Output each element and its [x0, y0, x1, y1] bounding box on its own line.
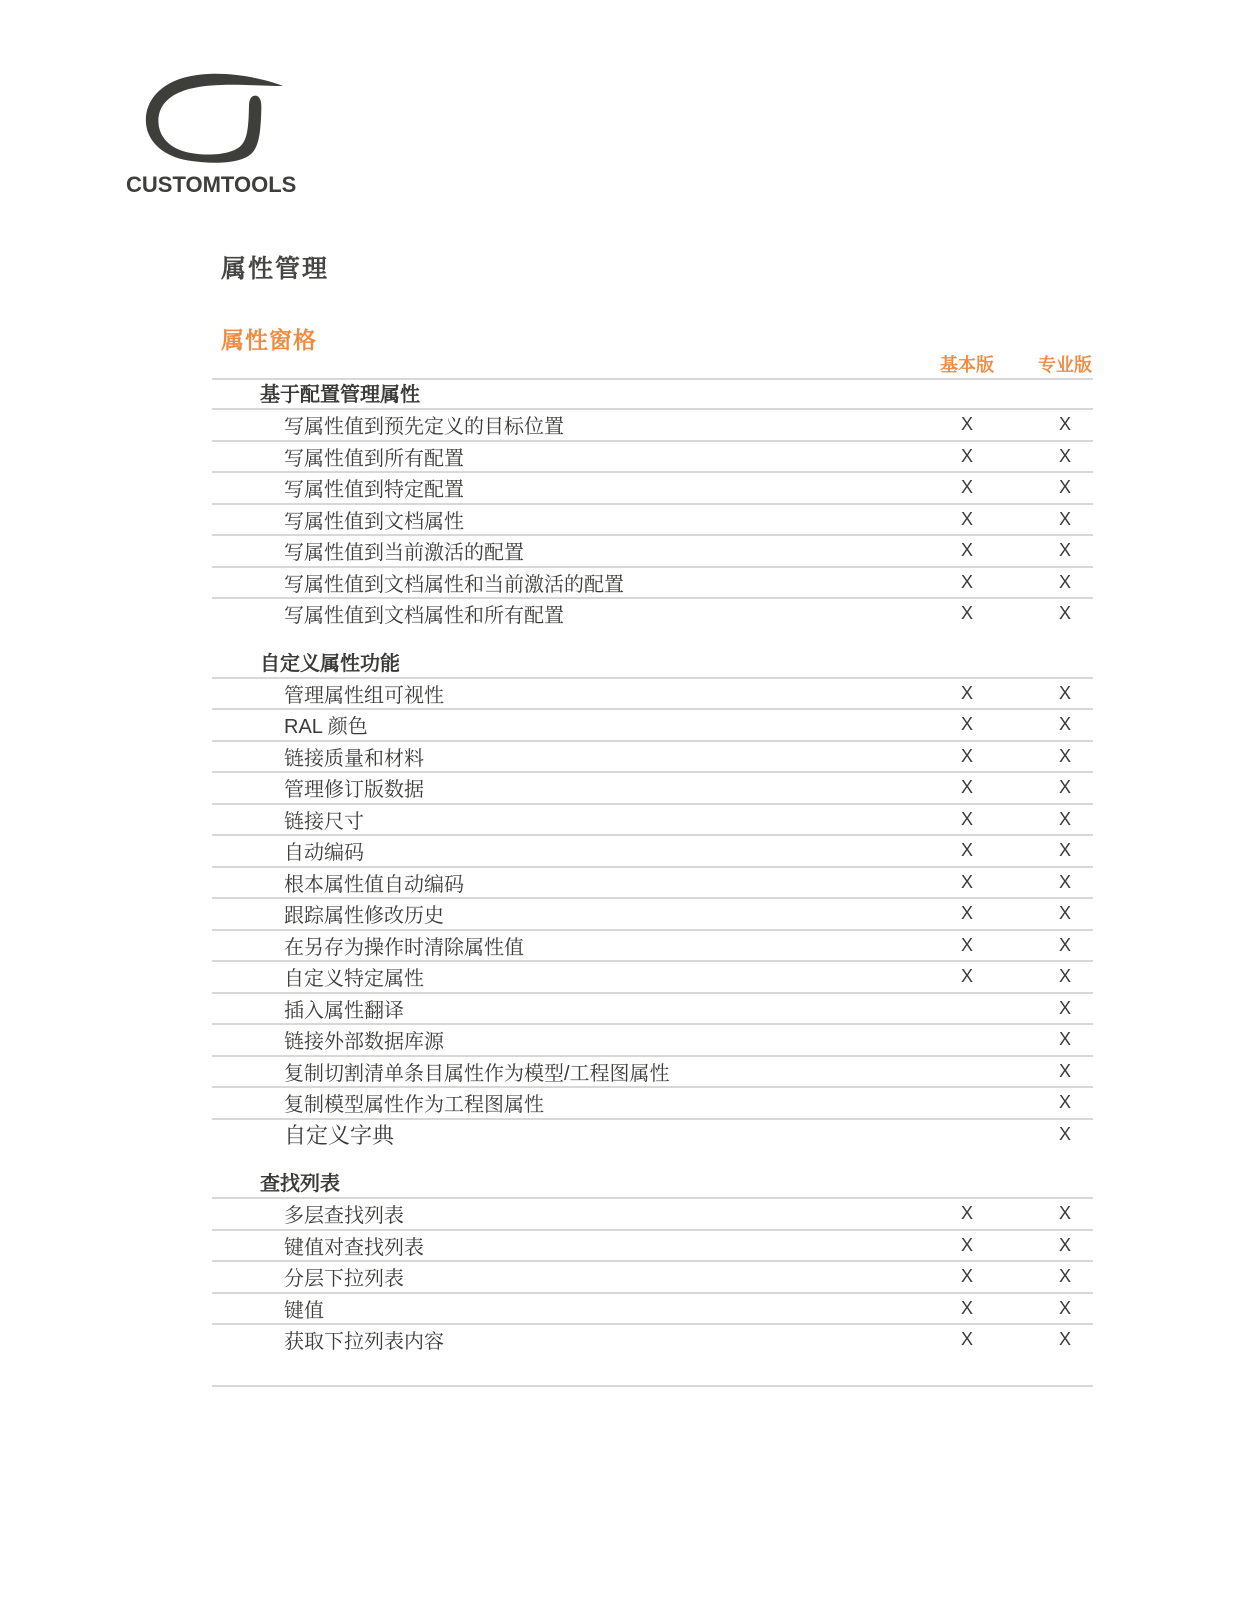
pro-edition-mark: X [1058, 682, 1071, 703]
basic-edition-mark: X [960, 871, 973, 892]
basic-edition-mark: X [960, 571, 973, 592]
feature-row [212, 1025, 1093, 1057]
feature-row [212, 568, 1093, 600]
feature-row [212, 994, 1093, 1026]
basic-edition-mark: X [960, 840, 973, 861]
page-title: 属性管理 [221, 255, 330, 283]
pro-edition-mark: X [1058, 571, 1071, 592]
column-header-basic: 基本版 [940, 355, 994, 375]
pro-edition-mark: X [1058, 777, 1071, 798]
pro-edition-mark: X [1058, 1297, 1071, 1318]
table-bottom-border [212, 1355, 1093, 1387]
feature-section-header: 自定义属性功能 [212, 649, 1093, 679]
feature-label: 在另存为操作时清除属性值 [284, 936, 524, 959]
pro-edition-mark: X [1058, 1092, 1071, 1113]
feature-label: 链接外部数据库源 [284, 1031, 444, 1054]
pro-edition-mark: X [1058, 840, 1071, 861]
pro-edition-mark: X [1058, 540, 1071, 561]
feature-label: 写属性值到文档属性和当前激活的配置 [284, 573, 624, 596]
pro-edition-mark: X [1058, 414, 1071, 435]
feature-label: 复制切割清单条目属性作为模型/工程图属性 [284, 1062, 670, 1085]
basic-edition-mark: X [960, 745, 973, 766]
pro-edition-mark: X [1058, 1266, 1071, 1287]
feature-label: 自定义特定属性 [284, 968, 424, 991]
pro-edition-mark: X [1058, 508, 1071, 529]
feature-row [212, 1262, 1093, 1294]
feature-row [212, 899, 1093, 931]
feature-section [212, 1169, 1093, 1355]
pro-edition-mark: X [1058, 745, 1071, 766]
basic-edition-mark: X [960, 508, 973, 529]
basic-edition-mark: X [960, 966, 973, 987]
basic-edition-mark: X [960, 445, 973, 466]
pro-edition-mark: X [1058, 603, 1071, 624]
feature-label: 写属性值到文档属性和所有配置 [284, 605, 564, 628]
pro-edition-mark: X [1058, 1329, 1071, 1350]
basic-edition-mark: X [960, 777, 973, 798]
feature-label: 写属性值到所有配置 [284, 447, 464, 470]
feature-label: 复制模型属性作为工程图属性 [284, 1094, 544, 1117]
feature-label: 自动编码 [284, 842, 364, 865]
pro-edition-mark: X [1058, 445, 1071, 466]
feature-row [212, 1199, 1093, 1231]
feature-label: 多层查找列表 [284, 1205, 404, 1228]
feature-table [212, 352, 1093, 1387]
basic-edition-mark: X [960, 808, 973, 829]
feature-label: 键值 [284, 1299, 324, 1322]
feature-row [212, 599, 1093, 629]
feature-row [212, 962, 1093, 994]
pro-edition-mark: X [1058, 1234, 1071, 1255]
feature-row [212, 836, 1093, 868]
pro-edition-mark: X [1058, 1060, 1071, 1081]
table-column-headers [212, 352, 1093, 380]
column-header-pro: 专业版 [1038, 355, 1092, 375]
customtools-logo-icon [141, 66, 286, 164]
pro-edition-mark: X [1058, 808, 1071, 829]
feature-row [212, 868, 1093, 900]
feature-row [212, 536, 1093, 568]
pro-edition-mark: X [1058, 997, 1071, 1018]
feature-row [212, 1120, 1093, 1150]
feature-label: 分层下拉列表 [284, 1268, 404, 1291]
section-title: 属性窗格 [221, 327, 317, 353]
feature-row [212, 805, 1093, 837]
basic-edition-mark: X [960, 1234, 973, 1255]
feature-row [212, 1325, 1093, 1355]
feature-row [212, 1231, 1093, 1263]
feature-row [212, 1088, 1093, 1120]
pro-edition-mark: X [1058, 1203, 1071, 1224]
feature-label: 键值对查找列表 [284, 1236, 424, 1259]
pro-edition-mark: X [1058, 1029, 1071, 1050]
feature-section [212, 380, 1093, 629]
feature-label: 链接尺寸 [284, 810, 364, 833]
feature-row [212, 505, 1093, 537]
feature-row [212, 773, 1093, 805]
feature-row [212, 710, 1093, 742]
feature-row [212, 442, 1093, 474]
feature-label: 管理修订版数据 [284, 779, 424, 802]
feature-label: 自定义字典 [284, 1122, 395, 1148]
basic-edition-mark: X [960, 414, 973, 435]
feature-table-body [212, 380, 1093, 1355]
feature-label: 根本属性值自动编码 [284, 873, 464, 896]
feature-label: 写属性值到当前激活的配置 [284, 542, 524, 565]
basic-edition-mark: X [960, 1297, 973, 1318]
feature-label: 写属性值到特定配置 [284, 479, 464, 502]
feature-label: 写属性值到预先定义的目标位置 [284, 416, 564, 439]
basic-edition-mark: X [960, 603, 973, 624]
basic-edition-mark: X [960, 934, 973, 955]
feature-row [212, 1057, 1093, 1089]
feature-row [212, 410, 1093, 442]
feature-row [212, 679, 1093, 711]
basic-edition-mark: X [960, 540, 973, 561]
pro-edition-mark: X [1058, 903, 1071, 924]
basic-edition-mark: X [960, 1203, 973, 1224]
basic-edition-mark: X [960, 1329, 973, 1350]
pro-edition-mark: X [1058, 966, 1071, 987]
feature-label: 获取下拉列表内容 [284, 1331, 444, 1354]
feature-label: 插入属性翻译 [284, 999, 404, 1022]
basic-edition-mark: X [960, 682, 973, 703]
pro-edition-mark: X [1058, 871, 1071, 892]
feature-row [212, 473, 1093, 505]
basic-edition-mark: X [960, 714, 973, 735]
pro-edition-mark: X [1058, 934, 1071, 955]
basic-edition-mark: X [960, 1266, 973, 1287]
feature-row [212, 742, 1093, 774]
feature-row [212, 931, 1093, 963]
feature-row [212, 1294, 1093, 1326]
brand-wordmark: CUSTOMTOOLS [126, 172, 297, 197]
feature-section-header: 基于配置管理属性 [212, 380, 1093, 410]
basic-edition-mark: X [960, 477, 973, 498]
pro-edition-mark: X [1058, 477, 1071, 498]
feature-section-header: 查找列表 [212, 1169, 1093, 1199]
feature-label: 跟踪属性修改历史 [284, 905, 444, 928]
feature-label: 链接质量和材料 [284, 747, 424, 770]
basic-edition-mark: X [960, 903, 973, 924]
feature-label: 写属性值到文档属性 [284, 510, 464, 533]
pro-edition-mark: X [1058, 714, 1071, 735]
feature-label: RAL 颜色 [284, 716, 368, 739]
feature-label: 管理属性组可视性 [284, 684, 444, 707]
pro-edition-mark: X [1058, 1123, 1071, 1144]
feature-section [212, 649, 1093, 1150]
